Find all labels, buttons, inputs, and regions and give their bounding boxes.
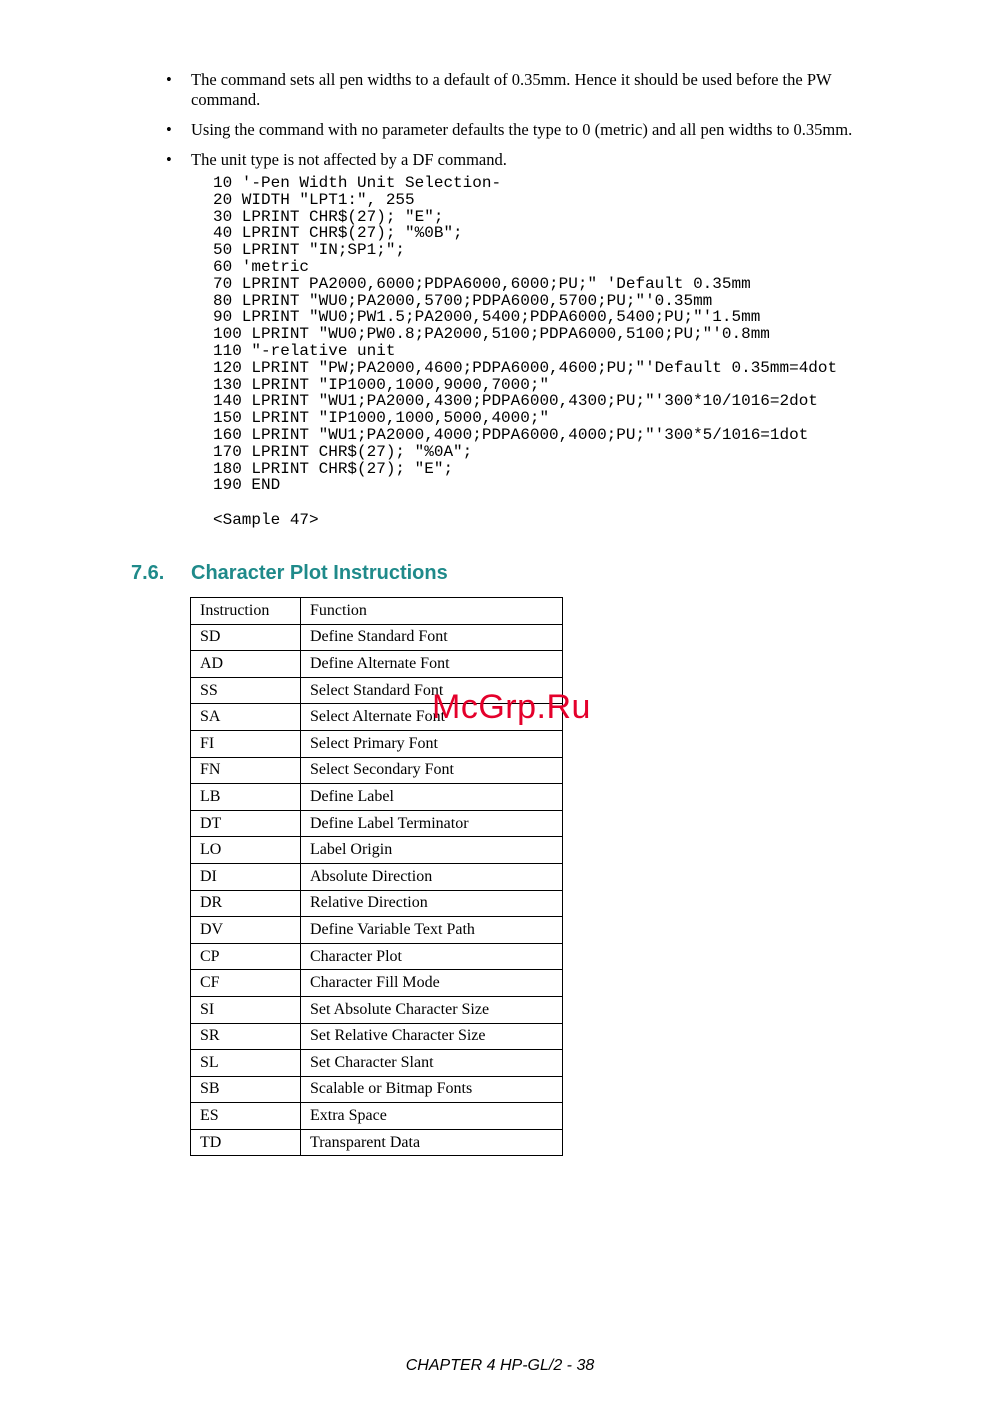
code-line: 10 '-Pen Width Unit Selection- bbox=[213, 174, 502, 192]
instruction-cell: SI bbox=[191, 996, 301, 1023]
table-row bbox=[191, 730, 563, 757]
code-line: 140 LPRINT "WU1;PA2000,4300;PDPA6000,4300;PU;"'300*10/1016=2dot bbox=[213, 392, 818, 411]
function-cell: Define Standard Font bbox=[301, 624, 563, 651]
instruction-cell: FN bbox=[191, 757, 301, 784]
table-row bbox=[191, 996, 563, 1023]
bullet-icon: • bbox=[166, 70, 172, 89]
instruction-cell: SR bbox=[191, 1023, 301, 1050]
function-cell: Define Label bbox=[301, 784, 563, 811]
instruction-cell: SB bbox=[191, 1076, 301, 1103]
instruction-cell: LO bbox=[191, 837, 301, 864]
instruction-cell: SL bbox=[191, 1050, 301, 1077]
function-cell: Transparent Data bbox=[301, 1129, 563, 1156]
table-row bbox=[191, 651, 563, 678]
bullet-icon: • bbox=[166, 120, 172, 139]
table-row bbox=[191, 1103, 563, 1130]
bullet-item bbox=[160, 120, 880, 140]
code-line: 160 LPRINT "WU1;PA2000,4000;PDPA6000,4000;PU;"'300*5/1016=1dot bbox=[213, 425, 809, 444]
code-line: 110 "-relative unit bbox=[213, 341, 396, 360]
table-row bbox=[191, 1076, 563, 1103]
bullet-item bbox=[160, 150, 880, 170]
function-cell: Select Primary Font bbox=[301, 730, 563, 757]
instruction-table bbox=[190, 597, 563, 1156]
instruction-cell: SA bbox=[191, 704, 301, 731]
table-row bbox=[191, 810, 563, 837]
function-cell: Extra Space bbox=[301, 1103, 563, 1130]
table-row bbox=[191, 1023, 563, 1050]
table-row bbox=[191, 970, 563, 997]
bullet-text: Using the command with no parameter defaults the type to 0 (metric) and all pen widths to 0.35mm. bbox=[191, 120, 853, 139]
instruction-cell: DR bbox=[191, 890, 301, 917]
bullet-text: The command sets all pen widths to a default of 0.35mm. Hence it should be used before the PW command. bbox=[191, 70, 832, 109]
instruction-cell: ES bbox=[191, 1103, 301, 1130]
table-row bbox=[191, 1050, 563, 1077]
code-line: 100 LPRINT "WU0;PW0.8;PA2000,5100;PDPA6000,5100;PU;"'0.8mm bbox=[213, 325, 770, 344]
function-cell: Select Secondary Font bbox=[301, 757, 563, 784]
header-instruction: Instruction bbox=[191, 598, 301, 625]
instruction-cell: AD bbox=[191, 651, 301, 678]
code-line: 130 LPRINT "IP1000,1000,9000,7000;" bbox=[213, 375, 550, 394]
instruction-cell: DT bbox=[191, 810, 301, 837]
instruction-cell: SD bbox=[191, 624, 301, 651]
function-cell: Select Alternate Font bbox=[301, 704, 563, 731]
bullet-item bbox=[160, 70, 880, 110]
code-line: 180 LPRINT CHR$(27); "E"; bbox=[213, 459, 454, 478]
function-cell: Define Label Terminator bbox=[301, 810, 563, 837]
function-cell: Character Plot bbox=[301, 943, 563, 970]
instruction-cell: CP bbox=[191, 943, 301, 970]
table-row bbox=[191, 624, 563, 651]
watermark: McGrp.Ru bbox=[432, 688, 591, 726]
bullet-list bbox=[160, 70, 880, 180]
code-line: 80 LPRINT "WU0;PA2000,5700;PDPA6000,5700;PU;"'0.35mm bbox=[213, 291, 713, 310]
code-line: 90 LPRINT "WU0;PW1.5;PA2000,5400;PDPA6000,5400;PU;"'1.5mm bbox=[213, 308, 761, 327]
table-row bbox=[191, 890, 563, 917]
sample-label: <Sample 47> bbox=[213, 511, 319, 529]
section-title: Character Plot Instructions bbox=[191, 562, 448, 584]
instruction-cell: TD bbox=[191, 1129, 301, 1156]
section-number: 7.6. bbox=[131, 562, 165, 584]
function-cell: Define Variable Text Path bbox=[301, 917, 563, 944]
table-row bbox=[191, 837, 563, 864]
table-row bbox=[191, 943, 563, 970]
table-row bbox=[191, 917, 563, 944]
instruction-cell: SS bbox=[191, 677, 301, 704]
instruction-cell: DI bbox=[191, 863, 301, 890]
instruction-cell: FI bbox=[191, 730, 301, 757]
table-row bbox=[191, 784, 563, 811]
code-sample bbox=[213, 175, 837, 494]
code-line: 70 LPRINT PA2000,6000;PDPA6000,6000;PU;" 'Default 0.35mm bbox=[213, 274, 751, 293]
code-line: 170 LPRINT CHR$(27); "%0A"; bbox=[213, 442, 473, 461]
instruction-cell: DV bbox=[191, 917, 301, 944]
function-cell: Character Fill Mode bbox=[301, 970, 563, 997]
function-cell: Set Relative Character Size bbox=[301, 1023, 563, 1050]
table-row bbox=[191, 757, 563, 784]
page-footer: CHAPTER 4 HP-GL/2 - 38 bbox=[405, 1357, 595, 1374]
code-line: 40 LPRINT CHR$(27); "%0B"; bbox=[213, 224, 463, 243]
table-row bbox=[191, 1129, 563, 1156]
function-cell: Set Absolute Character Size bbox=[301, 996, 563, 1023]
code-line: 60 'metric bbox=[213, 257, 310, 276]
function-cell: Select Standard Font bbox=[301, 677, 563, 704]
bullet-icon: • bbox=[166, 150, 172, 169]
header-function: Function bbox=[301, 598, 563, 625]
table-row bbox=[191, 863, 563, 890]
instruction-cell: LB bbox=[191, 784, 301, 811]
function-cell: Define Alternate Font bbox=[301, 651, 563, 678]
function-cell: Absolute Direction bbox=[301, 863, 563, 890]
table-header-row bbox=[191, 598, 563, 625]
code-line: 50 LPRINT "IN;SP1;"; bbox=[213, 241, 406, 260]
function-cell: Set Character Slant bbox=[301, 1050, 563, 1077]
instruction-cell: CF bbox=[191, 970, 301, 997]
code-line: 30 LPRINT CHR$(27); "E"; bbox=[213, 207, 444, 226]
function-cell: Scalable or Bitmap Fonts bbox=[301, 1076, 563, 1103]
section-heading bbox=[131, 562, 448, 585]
code-line: 120 LPRINT "PW;PA2000,4600;PDPA6000,4600;PU;"'Default 0.35mm=4dot bbox=[213, 358, 838, 377]
code-line: 150 LPRINT "IP1000,1000,5000,4000;" bbox=[213, 409, 550, 428]
function-cell: Relative Direction bbox=[301, 890, 563, 917]
code-line: 20 WIDTH "LPT1:", 255 bbox=[213, 190, 415, 209]
bullet-text: The unit type is not affected by a DF command. bbox=[191, 150, 507, 169]
function-cell: Label Origin bbox=[301, 837, 563, 864]
code-line: 190 END bbox=[213, 476, 281, 495]
